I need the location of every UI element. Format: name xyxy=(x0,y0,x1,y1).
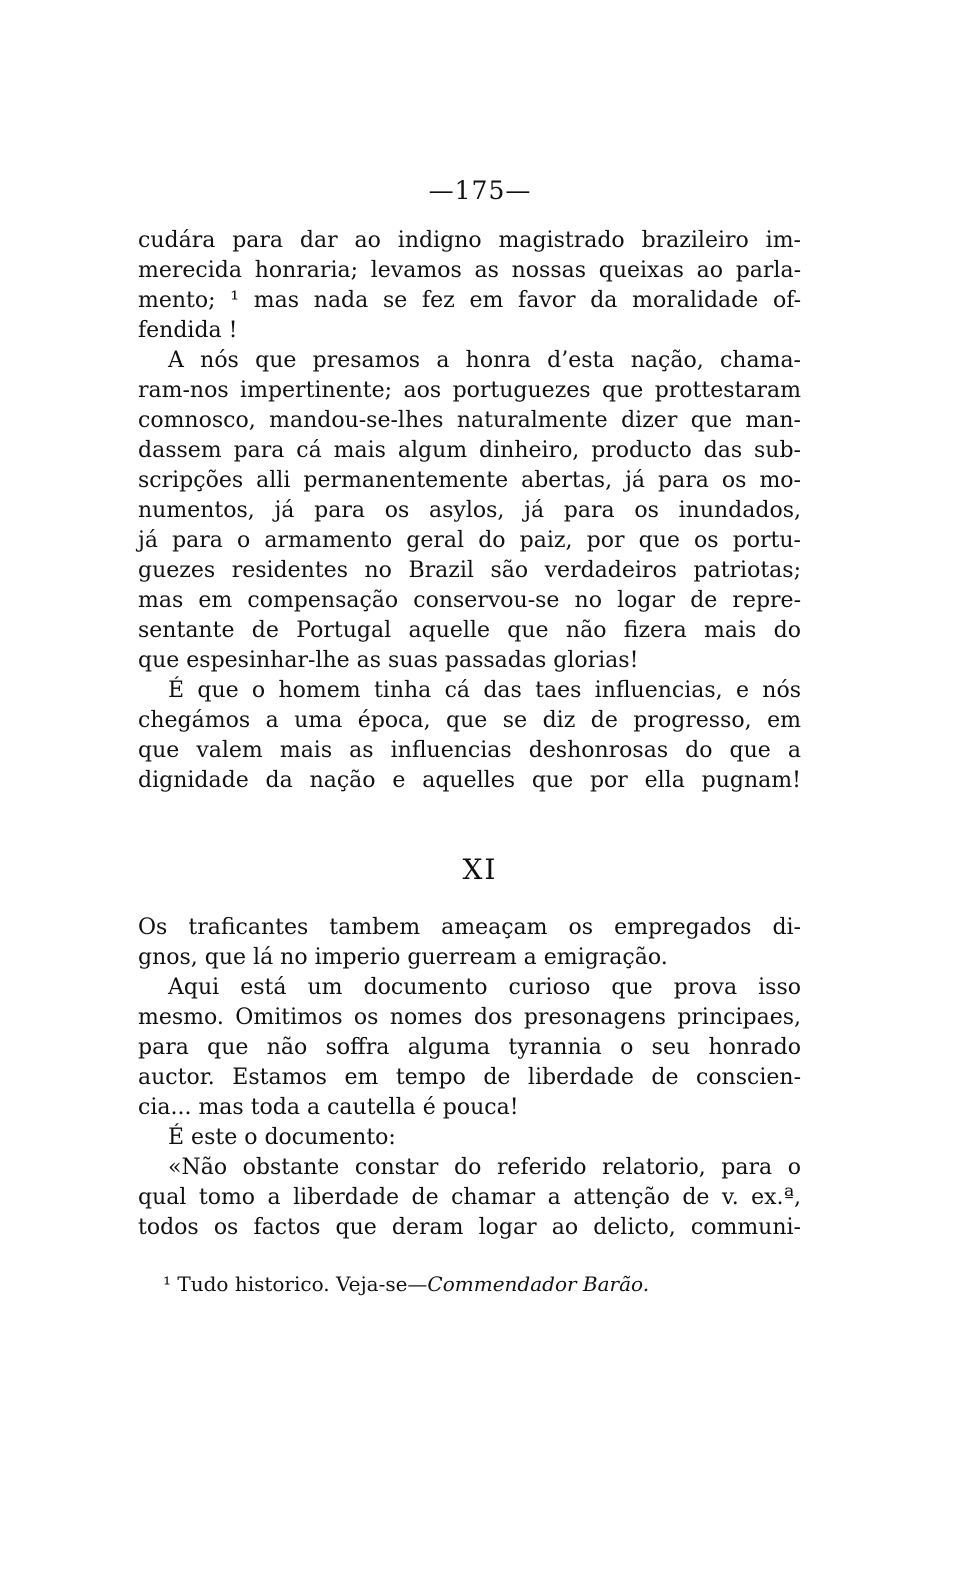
text-line: ram-nos impertinente; aos portuguezes que prottestaram xyxy=(138,378,801,403)
text-line: Aqui está um documento curioso que prova isso xyxy=(168,975,801,1000)
text-line: gnos, que lá no imperio guerream a emigração. xyxy=(138,945,668,970)
text-line: já para o armamento geral do paiz, por que os portu- xyxy=(138,528,801,553)
text-line: cudára para dar ao indigno magistrado brazileiro im- xyxy=(138,228,801,253)
text-line: scripções alli permanentemente abertas, já para os mo- xyxy=(138,468,801,493)
text-line: dassem para cá mais algum dinheiro, producto das sub- xyxy=(138,438,801,463)
text-line: fendida ! xyxy=(138,318,238,343)
footnote xyxy=(163,1272,649,1296)
text-line: numentos, já para os asylos, já para os inundados, xyxy=(138,498,801,523)
paragraph-block-1 xyxy=(138,226,801,796)
text-line: merecida honraria; levamos as nossas queixas ao parla- xyxy=(138,258,801,283)
text-line: sentante de Portugal aquelle que não fizera mais do xyxy=(138,618,801,643)
text-line: É que o homem tinha cá das taes influencias, e nós xyxy=(168,678,801,703)
text-line: A nós que presamos a honra d’esta nação, chama- xyxy=(168,348,801,373)
text-line: para que não soffra alguma tyrannia o seu honrado xyxy=(138,1035,801,1060)
text-line: guezes residentes no Brazil são verdadeiros patriotas; xyxy=(138,558,801,583)
text-line: cia... mas toda a cautella é pouca! xyxy=(138,1095,519,1120)
text-line: que valem mais as influencias deshonrosas do que a xyxy=(138,738,801,763)
text-line: dignidade da nação e aquelles que por ella pugnam! xyxy=(138,768,801,793)
text-line: todos os factos que deram logar ao delicto, communi- xyxy=(138,1215,801,1240)
text-line: qual tomo a liberdade de chamar a attenção de v. ex.ª, xyxy=(138,1185,801,1210)
footnote-text: Tudo historico. Veja-se— xyxy=(177,1272,428,1296)
text-line: auctor. Estamos em tempo de liberdade de conscien- xyxy=(138,1065,801,1090)
text-line: É este o documento: xyxy=(168,1125,396,1150)
text-line: mas em compensação conservou-se no logar de repre- xyxy=(138,588,801,613)
text-line: mento; ¹ mas nada se fez em favor da moralidade of- xyxy=(138,288,801,313)
paragraph-block-2 xyxy=(138,913,801,1243)
text-line: que espesinhar-lhe as suas passadas glorias! xyxy=(138,648,639,673)
footnote-marker: ¹ xyxy=(163,1272,172,1296)
text-line: «Não obstante constar do referido relatorio, para o xyxy=(168,1155,801,1180)
chapter-heading: XI xyxy=(462,853,498,886)
text-line: mesmo. Omitimos os nomes dos presonagens principaes, xyxy=(138,1005,801,1030)
page-number: —175— xyxy=(428,176,532,205)
text-line: comnosco, mandou-se-lhes naturalmente dizer que man- xyxy=(138,408,801,433)
text-line: Os traficantes tambem ameaçam os empregados di- xyxy=(138,915,801,940)
footnote-emphasis: Commendador Barão. xyxy=(427,1272,650,1296)
text-line: chegámos a uma época, que se diz de progresso, em xyxy=(138,708,801,733)
